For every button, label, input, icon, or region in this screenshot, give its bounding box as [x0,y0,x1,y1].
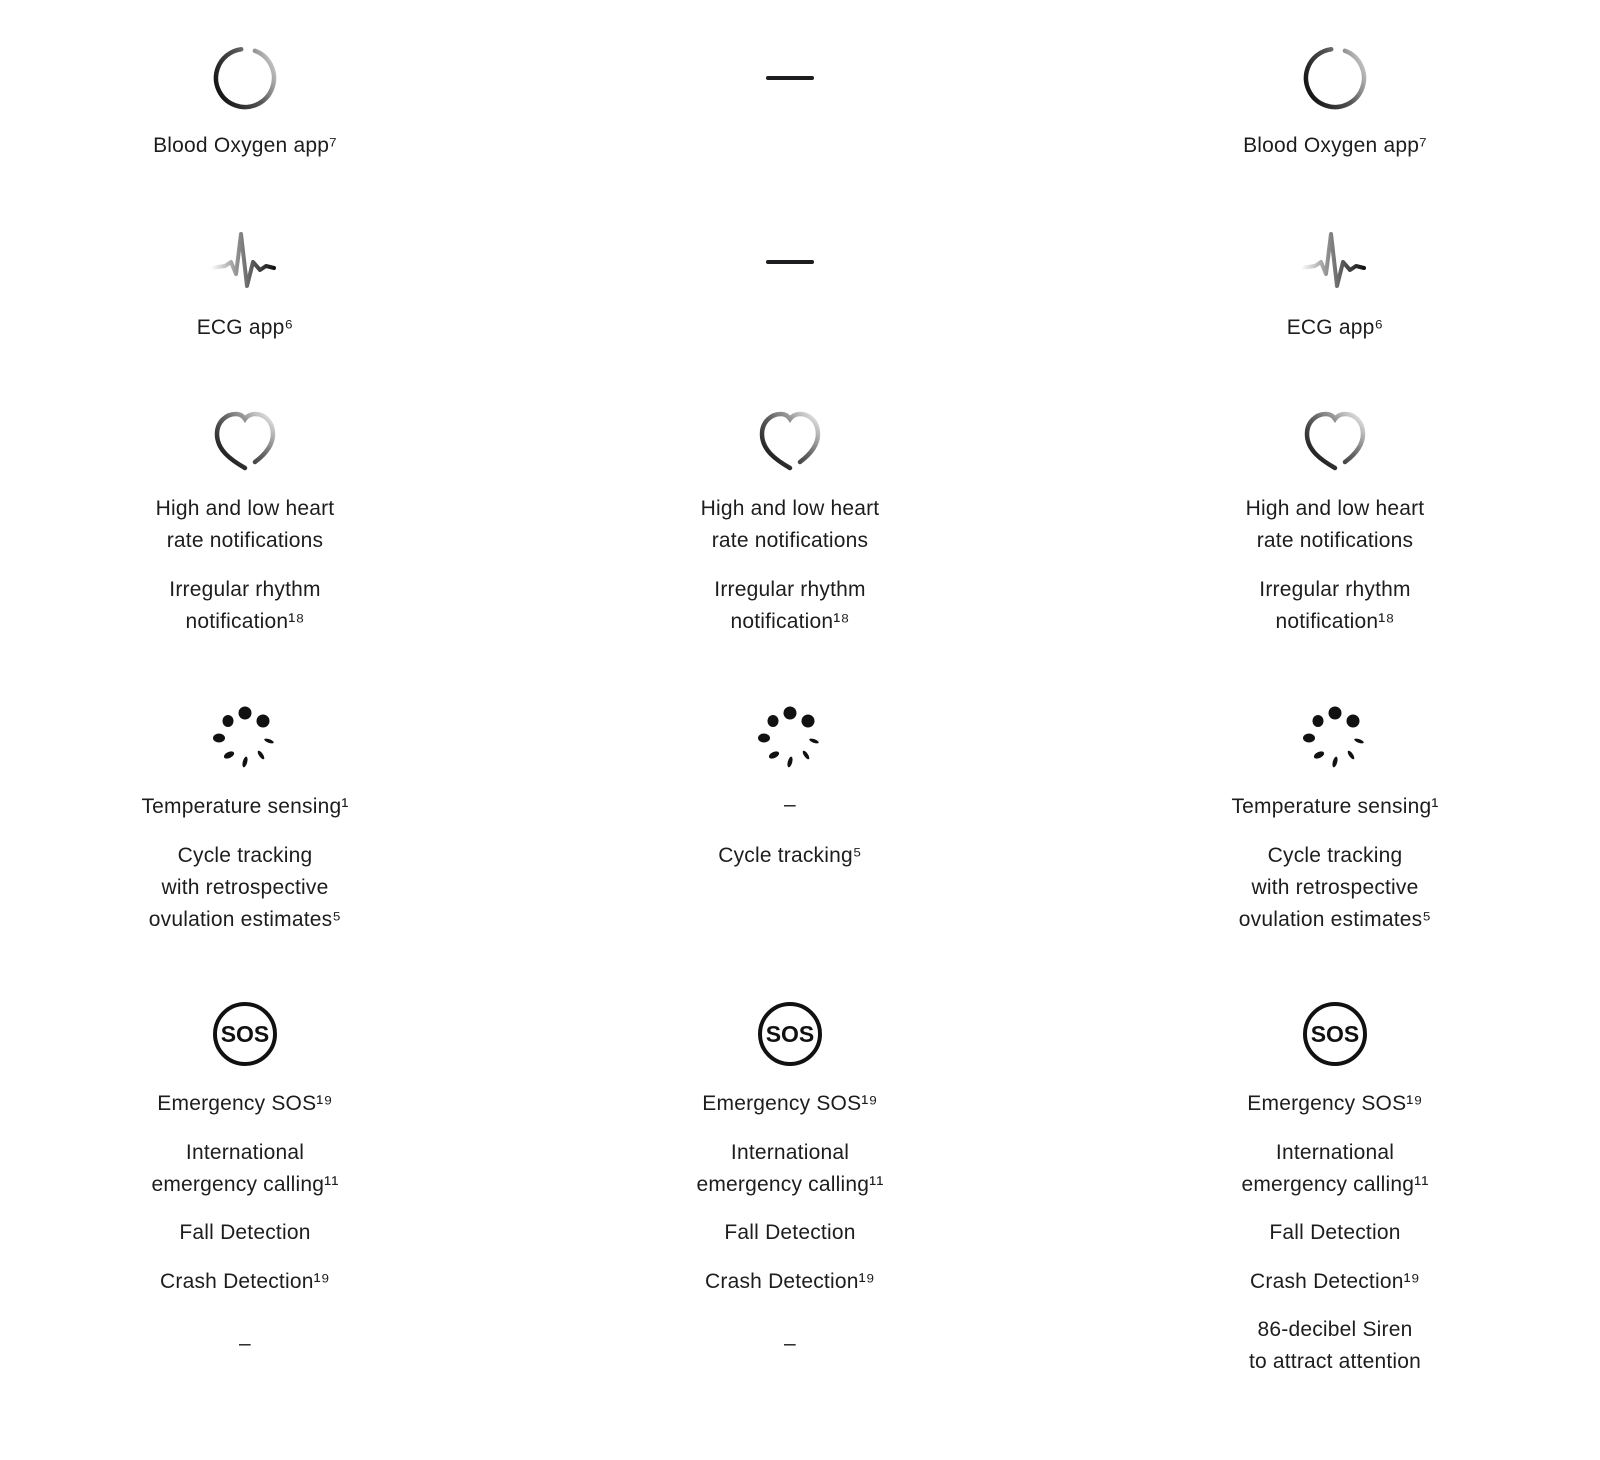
blood-oxygen-ring-icon [1299,42,1371,114]
temperature-unavailable-dash: – [784,793,796,816]
sos-icon-text: SOS [220,1021,270,1047]
temperature-sensing-label: Temperature sensing¹ [1231,795,1439,818]
emergency-sos-label: Emergency SOS¹⁹ [157,1092,333,1115]
emergency-sos-label: Emergency SOS¹⁹ [1247,1092,1423,1115]
temperature-dots-icon [1299,701,1371,773]
comparison-column-2 [580,0,1000,1460]
sos-icon [1299,998,1371,1070]
siren-unavailable-dash: – [239,1332,251,1355]
heart-rate-notifications-label: High and low heart rate notifications [155,497,335,552]
crash-detection-label: Crash Detection¹⁹ [160,1270,330,1293]
emergency-sos-label: Emergency SOS¹⁹ [702,1092,878,1115]
siren-unavailable-dash: – [784,1332,796,1355]
blood-oxygen-ring-icon [209,42,281,114]
fall-detection-label: Fall Detection [1269,1221,1401,1244]
sos-icon [754,998,826,1070]
siren-label: 86-decibel Siren to attract attention [1248,1318,1422,1373]
comparison-column-3 [1125,0,1545,1460]
heart-outline-icon [209,406,281,478]
ecg-waveform-icon [1299,226,1371,298]
dash-icon [754,226,826,298]
comparison-column-1 [35,0,455,1460]
ecg-label: ECG app⁶ [196,316,294,339]
irregular-rhythm-label: Irregular rhythm notification¹⁸ [1259,578,1411,633]
blood-oxygen-label: Blood Oxygen app⁷ [1243,134,1427,157]
international-calling-label: International emergency calling¹¹ [1241,1141,1429,1196]
sos-icon [209,998,281,1070]
heart-rate-notifications-label: High and low heart rate notifications [1245,497,1425,552]
fall-detection-label: Fall Detection [179,1221,311,1244]
heart-outline-icon [1299,406,1371,478]
crash-detection-label: Crash Detection¹⁹ [705,1270,875,1293]
cycle-tracking-label: Cycle tracking⁵ [718,844,862,867]
ecg-waveform-icon [209,226,281,298]
dash-icon [754,42,826,114]
sos-icon-text: SOS [1310,1021,1360,1047]
temperature-dots-icon [754,701,826,773]
crash-detection-label: Crash Detection¹⁹ [1250,1270,1420,1293]
heart-outline-icon [754,406,826,478]
international-calling-label: International emergency calling¹¹ [696,1141,884,1196]
heart-rate-notifications-label: High and low heart rate notifications [700,497,880,552]
sos-icon-text: SOS [765,1021,815,1047]
ecg-label: ECG app⁶ [1286,316,1384,339]
international-calling-label: International emergency calling¹¹ [151,1141,339,1196]
temperature-sensing-label: Temperature sensing¹ [141,795,349,818]
cycle-tracking-label: Cycle tracking with retrospective ovulation estimates⁵ [1238,844,1432,931]
cycle-tracking-label: Cycle tracking with retrospective ovulation estimates⁵ [148,844,342,931]
irregular-rhythm-label: Irregular rhythm notification¹⁸ [169,578,321,633]
blood-oxygen-label: Blood Oxygen app⁷ [153,134,337,157]
irregular-rhythm-label: Irregular rhythm notification¹⁸ [714,578,866,633]
temperature-dots-icon [209,701,281,773]
fall-detection-label: Fall Detection [724,1221,856,1244]
